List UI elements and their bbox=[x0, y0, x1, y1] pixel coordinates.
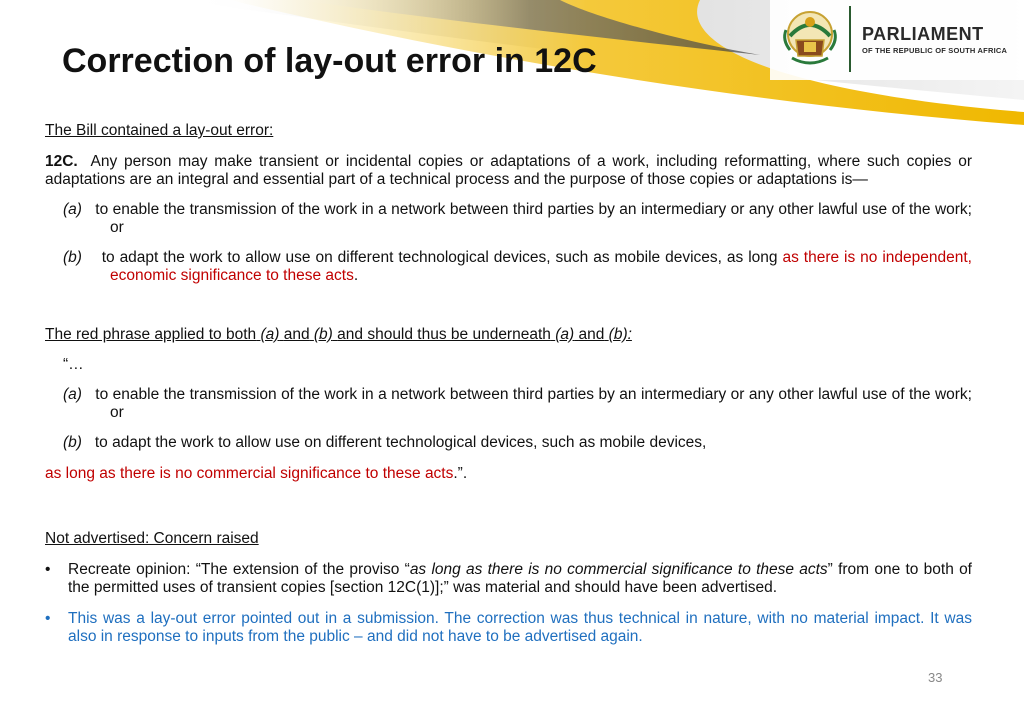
bullet-icon: • bbox=[45, 610, 51, 627]
corrected-red-line bbox=[45, 465, 972, 483]
item-b-label: (b) bbox=[63, 434, 82, 451]
item-a-text: to enable the transmission of the work in a network between third parties by an intermediary or any other lawful use of the work; or bbox=[95, 386, 972, 421]
bullet1-post: ” from one to both of the permitted uses of transient copies [section 12C(1)];” was material and should have been advertised. bbox=[68, 561, 972, 596]
item-b-text: to adapt the work to allow use on different technological devices, such as mobile devices, bbox=[94, 434, 707, 451]
heading-b2: (b): bbox=[608, 326, 632, 343]
bullet1-italic: as long as there is no commercial significance to these acts bbox=[409, 561, 828, 578]
heading-and2: and bbox=[578, 326, 605, 343]
logo-subtitle: OF THE REPUBLIC OF SOUTH AFRICA bbox=[862, 46, 1008, 55]
slide-body bbox=[45, 122, 972, 646]
item-a-label: (a) bbox=[63, 386, 82, 403]
bullet-icon: • bbox=[45, 561, 51, 578]
parliament-emblem-icon bbox=[778, 6, 842, 72]
item-b-red-phrase: as there is no independent, economic significance to these acts bbox=[110, 249, 972, 284]
section1-heading: The Bill contained a lay-out error: bbox=[45, 122, 274, 139]
bullet-item-1 bbox=[45, 561, 972, 597]
clause-number: 12C. bbox=[45, 153, 78, 170]
quote-open: “… bbox=[63, 356, 84, 373]
clause-12c bbox=[45, 153, 972, 189]
bullet1-pre: Recreate opinion: “The extension of the proviso “ bbox=[68, 561, 410, 578]
logo-divider bbox=[849, 6, 851, 72]
clause-item-a bbox=[45, 201, 972, 237]
bullet-item-2 bbox=[45, 610, 972, 646]
section3-heading: Not advertised: Concern raised bbox=[45, 530, 259, 547]
item-a-text: to enable the transmission of the work in a network between third parties by an intermediary or any other lawful use of the work; or bbox=[95, 201, 972, 236]
logo-name: PARLIAMENT bbox=[862, 24, 984, 44]
clause-item-b bbox=[45, 249, 972, 285]
heading-a2: (a) bbox=[555, 326, 575, 343]
heading-mid: and should thus be underneath bbox=[337, 326, 551, 343]
item-a-label: (a) bbox=[63, 201, 82, 218]
heading-and: and bbox=[283, 326, 310, 343]
heading-text: The red phrase applied to both bbox=[45, 326, 257, 343]
corrected-item-b bbox=[45, 434, 972, 452]
item-b-text: to adapt the work to allow use on different technological devices, such as mobile devices, as long bbox=[101, 249, 778, 266]
corrected-item-a bbox=[45, 386, 972, 422]
bullet2-text: This was a lay-out error pointed out in a submission. The correction was thus technical in nature, with no material impact. It was also in response to inputs from the public – and did not have to be advertised again. bbox=[68, 610, 972, 645]
heading-b: (b) bbox=[313, 326, 333, 343]
heading-a: (a) bbox=[260, 326, 280, 343]
page-number: 33 bbox=[928, 670, 943, 685]
section2-heading bbox=[45, 326, 972, 344]
item-b-label: (b) bbox=[63, 249, 82, 266]
red-proviso: as long as there is no commercial significance to these acts bbox=[45, 465, 454, 482]
clause-text: Any person may make transient or incidental copies or adaptations of a work, including reformatting, where such copies or adaptations are an integral and essential part of a technical process and the purpose of those copies or adaptations is— bbox=[45, 153, 972, 188]
item-b-end: . bbox=[353, 267, 359, 284]
red-line-end: .”. bbox=[453, 465, 468, 482]
slide-title: Correction of lay-out error in 12C bbox=[62, 42, 597, 80]
